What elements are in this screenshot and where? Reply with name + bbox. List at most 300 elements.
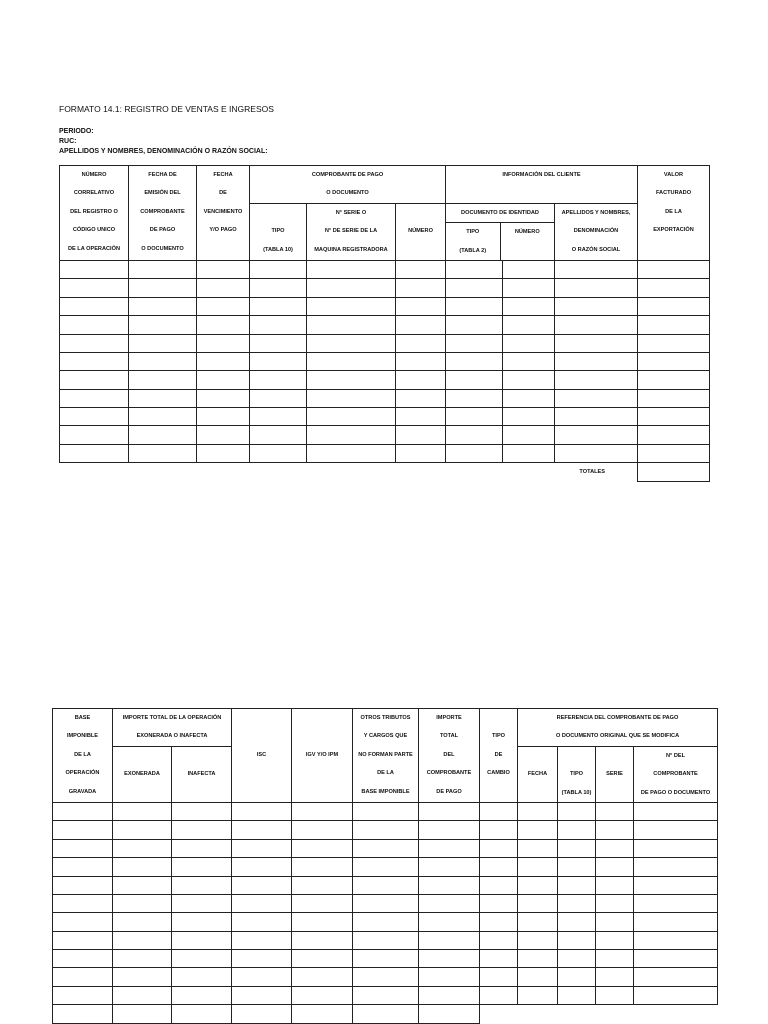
table-cell[interactable] (353, 950, 419, 968)
table-cell[interactable] (419, 839, 480, 857)
table-cell[interactable] (113, 1005, 172, 1023)
table-cell[interactable] (446, 426, 503, 444)
table-cell[interactable] (596, 968, 634, 986)
table-cell[interactable] (446, 389, 503, 407)
table-cell[interactable] (419, 968, 480, 986)
table-cell[interactable] (250, 408, 307, 426)
col-valor-exportacion: VALOR FACTURADO DE LA EXPORTACIÓN (638, 166, 710, 261)
col-apellidos: APELLIDOS Y NOMBRES, DENOMINACIÓN O RAZÓN SOCIAL (555, 203, 638, 260)
col-numero: NÚMERO (396, 203, 446, 260)
table-cell[interactable] (518, 858, 558, 876)
table-cell[interactable] (250, 352, 307, 370)
col-comprobante-header: COMPROBANTE DE PAGO O DOCUMENTO (250, 166, 446, 204)
table-cell[interactable] (307, 334, 396, 352)
table-cell[interactable] (396, 389, 446, 407)
table-cell[interactable] (634, 986, 718, 1004)
table-cell[interactable] (555, 426, 638, 444)
table-cell[interactable] (503, 297, 555, 315)
table-cell[interactable] (307, 426, 396, 444)
table-cell[interactable] (353, 986, 419, 1004)
table-row (60, 408, 710, 426)
table-cell[interactable] (446, 316, 503, 334)
table-cell[interactable] (446, 444, 503, 462)
table-cell[interactable] (232, 950, 292, 968)
table-cell[interactable] (353, 931, 419, 949)
table-cell[interactable] (129, 297, 197, 315)
table-cell[interactable] (353, 821, 419, 839)
table-cell[interactable] (232, 913, 292, 931)
table-cell[interactable] (353, 894, 419, 912)
table-cell[interactable] (172, 986, 232, 1004)
table-cell[interactable] (634, 931, 718, 949)
table-row (53, 1005, 718, 1023)
col-ref-numero: N° DEL COMPROBANTE DE PAGO O DOCUMENTO (634, 746, 718, 802)
table-row (60, 444, 710, 462)
table-cell[interactable] (129, 408, 197, 426)
table-cell[interactable] (555, 444, 638, 462)
table-cell[interactable] (396, 334, 446, 352)
table-cell[interactable] (129, 389, 197, 407)
table-cell[interactable] (419, 1005, 480, 1023)
table-cell[interactable] (518, 913, 558, 931)
table-cell[interactable] (480, 931, 518, 949)
table-cell[interactable] (480, 894, 518, 912)
table-cell[interactable] (53, 858, 113, 876)
table-row (53, 821, 718, 839)
table-cell[interactable] (60, 352, 129, 370)
table-cell[interactable] (129, 426, 197, 444)
table-cell[interactable] (638, 334, 710, 352)
table-cell[interactable] (250, 260, 307, 278)
table-cell[interactable] (638, 389, 710, 407)
table-cell[interactable] (634, 894, 718, 912)
table-cell[interactable] (503, 426, 555, 444)
col-doc-identidad: DOCUMENTO DE IDENTIDAD (446, 204, 554, 223)
table-cell[interactable] (292, 986, 353, 1004)
table-cell[interactable] (250, 334, 307, 352)
ventas-table-1 (59, 165, 710, 482)
table-cell[interactable] (634, 821, 718, 839)
table-cell[interactable] (596, 950, 634, 968)
table-cell[interactable] (396, 352, 446, 370)
table-row (60, 260, 710, 278)
table-cell[interactable] (53, 1005, 113, 1023)
col-importe-total-header: IMPORTE TOTAL DE LA OPERACIÓN EXONERADA O INAFECTA (113, 709, 232, 747)
table-cell[interactable] (60, 297, 129, 315)
table-cell[interactable] (353, 876, 419, 894)
table-cell[interactable] (353, 968, 419, 986)
table-cell[interactable] (250, 444, 307, 462)
table-cell[interactable] (60, 316, 129, 334)
table-cell[interactable] (53, 968, 113, 986)
table-cell[interactable] (446, 371, 503, 389)
table-cell[interactable] (197, 279, 250, 297)
table-cell[interactable] (353, 802, 419, 820)
table-cell[interactable] (634, 968, 718, 986)
table-cell[interactable] (634, 913, 718, 931)
table-cell[interactable] (60, 371, 129, 389)
table-cell[interactable] (53, 839, 113, 857)
table-cell[interactable] (232, 931, 292, 949)
table-cell[interactable] (232, 821, 292, 839)
table-cell[interactable] (353, 913, 419, 931)
table-row (60, 279, 710, 297)
col-doc-tipo: TIPO (TABLA 2) (446, 223, 500, 260)
table-cell[interactable] (250, 426, 307, 444)
table-cell[interactable] (638, 444, 710, 462)
col-cliente-header: INFORMACIÓN DEL CLIENTE (446, 166, 638, 204)
col-referencia-header: REFERENCIA DEL COMPROBANTE DE PAGO O DOCUMENTO ORIGINAL QUE SE MODIFICA (518, 709, 718, 747)
table-cell[interactable] (396, 316, 446, 334)
table-cell[interactable] (353, 839, 419, 857)
table-cell[interactable] (172, 858, 232, 876)
table-row (53, 986, 718, 1004)
col-tipo-tabla10: TIPO (TABLA 10) (250, 203, 307, 260)
table-cell[interactable] (197, 444, 250, 462)
table-cell[interactable] (558, 839, 596, 857)
table-cell[interactable] (480, 986, 518, 1004)
table-cell[interactable] (518, 821, 558, 839)
table-cell[interactable] (172, 876, 232, 894)
table-cell[interactable] (638, 316, 710, 334)
table-cell[interactable] (518, 876, 558, 894)
table-cell[interactable] (232, 802, 292, 820)
table-cell[interactable] (419, 913, 480, 931)
table-cell[interactable] (503, 352, 555, 370)
table-cell[interactable] (307, 352, 396, 370)
table-cell[interactable] (596, 858, 634, 876)
table-cell[interactable] (555, 408, 638, 426)
table-cell[interactable] (129, 279, 197, 297)
table-cell[interactable] (396, 297, 446, 315)
table-cell[interactable] (419, 858, 480, 876)
table-cell[interactable] (53, 821, 113, 839)
totales-cell[interactable] (638, 463, 710, 481)
col-fecha-vencimiento: FECHA DE VENCIMIENTO Y/O PAGO (197, 166, 250, 261)
col-ref-tipo: TIPO (TABLA 10) (558, 746, 596, 802)
table-cell[interactable] (419, 931, 480, 949)
table-cell[interactable] (197, 334, 250, 352)
table-cell[interactable] (197, 408, 250, 426)
form-meta (59, 127, 268, 157)
table-cell[interactable] (518, 950, 558, 968)
table-cell[interactable] (558, 913, 596, 931)
table-cell[interactable] (172, 913, 232, 931)
table-cell[interactable] (250, 279, 307, 297)
table-cell[interactable] (638, 408, 710, 426)
table-cell[interactable] (558, 894, 596, 912)
form-title: FORMATO 14.1: REGISTRO DE VENTAS E INGRESOS (59, 104, 274, 114)
col-numero-correlativo: NÚMERO CORRELATIVO DEL REGISTRO O CÓDIGO UNICO DE LA OPERACIÓN (60, 166, 129, 261)
table-cell[interactable] (113, 950, 172, 968)
table-cell[interactable] (419, 876, 480, 894)
table-cell[interactable] (129, 334, 197, 352)
empty-filler (480, 1005, 718, 1023)
table-cell[interactable] (503, 260, 555, 278)
table-cell[interactable] (555, 279, 638, 297)
table-cell[interactable] (172, 802, 232, 820)
table-cell[interactable] (634, 802, 718, 820)
table-row (53, 894, 718, 912)
table-cell[interactable] (518, 986, 558, 1004)
table-cell[interactable] (480, 858, 518, 876)
table-cell[interactable] (638, 279, 710, 297)
table-cell[interactable] (503, 334, 555, 352)
table-cell[interactable] (292, 894, 353, 912)
table-cell[interactable] (172, 821, 232, 839)
table-cell[interactable] (113, 876, 172, 894)
table-cell[interactable] (419, 802, 480, 820)
table-cell[interactable] (60, 334, 129, 352)
table-cell[interactable] (558, 950, 596, 968)
table-cell[interactable] (634, 950, 718, 968)
table-row (60, 426, 710, 444)
table-cell[interactable] (292, 858, 353, 876)
table-cell[interactable] (634, 839, 718, 857)
table-cell[interactable] (129, 371, 197, 389)
table-cell[interactable] (307, 389, 396, 407)
table-cell[interactable] (396, 444, 446, 462)
table-cell[interactable] (634, 876, 718, 894)
table-cell[interactable] (232, 858, 292, 876)
table-cell[interactable] (558, 968, 596, 986)
table-cell[interactable] (503, 316, 555, 334)
col-serie: N° SERIE O N° DE SERIE DE LA MAQUINA REGISTRADORA (307, 203, 396, 260)
table-cell[interactable] (307, 260, 396, 278)
table-cell[interactable] (555, 316, 638, 334)
table-row (53, 858, 718, 876)
table-cell[interactable] (307, 371, 396, 389)
table-row (53, 802, 718, 820)
table-cell[interactable] (60, 444, 129, 462)
table-cell[interactable] (292, 839, 353, 857)
table-cell[interactable] (480, 950, 518, 968)
table-cell[interactable] (596, 986, 634, 1004)
table-cell[interactable] (172, 839, 232, 857)
col-ref-fecha: FECHA (518, 746, 558, 802)
table-cell[interactable] (292, 931, 353, 949)
table-row (53, 913, 718, 931)
table-cell[interactable] (446, 279, 503, 297)
table-cell[interactable] (232, 986, 292, 1004)
table-cell[interactable] (129, 352, 197, 370)
table-cell[interactable] (197, 316, 250, 334)
table-cell[interactable] (129, 260, 197, 278)
col-doc-identidad-group (446, 203, 555, 260)
table-cell[interactable] (596, 894, 634, 912)
table-cell[interactable] (503, 389, 555, 407)
totales-label: TOTALES (579, 469, 605, 476)
table-cell[interactable] (480, 821, 518, 839)
table-cell[interactable] (129, 316, 197, 334)
table-cell[interactable] (172, 931, 232, 949)
table-cell[interactable] (292, 968, 353, 986)
table-cell[interactable] (558, 986, 596, 1004)
table-cell[interactable] (446, 408, 503, 426)
table-cell[interactable] (307, 316, 396, 334)
table-cell[interactable] (292, 1005, 353, 1023)
table-cell[interactable] (353, 1005, 419, 1023)
table-cell[interactable] (555, 371, 638, 389)
table-cell[interactable] (307, 297, 396, 315)
table-cell[interactable] (503, 408, 555, 426)
table-cell[interactable] (113, 968, 172, 986)
table-cell[interactable] (197, 426, 250, 444)
table-row (60, 334, 710, 352)
table-cell[interactable] (518, 839, 558, 857)
table-row (53, 950, 718, 968)
table-cell[interactable] (60, 389, 129, 407)
table-cell[interactable] (197, 371, 250, 389)
table-row (53, 968, 718, 986)
table-cell[interactable] (197, 389, 250, 407)
table-cell[interactable] (503, 279, 555, 297)
table-cell[interactable] (396, 371, 446, 389)
table-cell[interactable] (396, 279, 446, 297)
table-cell[interactable] (555, 297, 638, 315)
ventas-table-2 (52, 708, 718, 1024)
table-cell[interactable] (555, 389, 638, 407)
ruc-label: RUC: (59, 138, 77, 145)
table-cell[interactable] (353, 858, 419, 876)
col-fecha-emision: FECHA DE EMISIÓN DEL COMPROBANTE DE PAGO O DOCUMENTO (129, 166, 197, 261)
table-cell[interactable] (634, 858, 718, 876)
table-cell[interactable] (596, 821, 634, 839)
table-cell[interactable] (307, 279, 396, 297)
table-cell[interactable] (53, 913, 113, 931)
table-cell[interactable] (53, 802, 113, 820)
table-cell[interactable] (596, 839, 634, 857)
table-cell[interactable] (197, 297, 250, 315)
table-cell[interactable] (113, 986, 172, 1004)
table-cell[interactable] (558, 802, 596, 820)
table-cell[interactable] (113, 931, 172, 949)
table-cell[interactable] (555, 260, 638, 278)
table-cell[interactable] (60, 426, 129, 444)
table-cell[interactable] (60, 260, 129, 278)
table-cell[interactable] (446, 297, 503, 315)
table-cell[interactable] (292, 950, 353, 968)
razon-social-label: APELLIDOS Y NOMBRES, DENOMINACIÓN O RAZÓN SOCIAL: (59, 148, 268, 155)
table-cell[interactable] (292, 876, 353, 894)
table-cell[interactable] (172, 1005, 232, 1023)
table-cell[interactable] (480, 839, 518, 857)
table-cell[interactable] (113, 821, 172, 839)
table-cell[interactable] (396, 426, 446, 444)
col-igv: IGV Y/O IPM (292, 709, 353, 803)
table-cell[interactable] (518, 931, 558, 949)
col-base-imponible: BASE IMPONIBLE DE LA OPERACIÓN GRAVADA (53, 709, 113, 803)
table-cell[interactable] (503, 371, 555, 389)
table-cell[interactable] (446, 352, 503, 370)
table-cell[interactable] (292, 913, 353, 931)
table-cell[interactable] (53, 986, 113, 1004)
table-cell[interactable] (53, 876, 113, 894)
table-cell[interactable] (396, 260, 446, 278)
table-cell[interactable] (60, 408, 129, 426)
table-cell[interactable] (558, 858, 596, 876)
table-cell[interactable] (53, 894, 113, 912)
table-cell[interactable] (596, 876, 634, 894)
table-cell[interactable] (419, 950, 480, 968)
table-cell[interactable] (638, 260, 710, 278)
table-cell[interactable] (419, 986, 480, 1004)
table-cell[interactable] (232, 876, 292, 894)
table-cell[interactable] (555, 334, 638, 352)
table-cell[interactable] (172, 968, 232, 986)
table-cell[interactable] (250, 389, 307, 407)
table-cell[interactable] (232, 1005, 292, 1023)
table-cell[interactable] (518, 802, 558, 820)
table-cell[interactable] (480, 876, 518, 894)
table-cell[interactable] (250, 371, 307, 389)
table-cell[interactable] (518, 894, 558, 912)
table-cell[interactable] (292, 821, 353, 839)
table-cell[interactable] (638, 297, 710, 315)
table-cell[interactable] (307, 444, 396, 462)
periodo-label: PERIODO: (59, 128, 94, 135)
table-cell[interactable] (53, 950, 113, 968)
table-cell[interactable] (638, 426, 710, 444)
table-cell[interactable] (596, 802, 634, 820)
table-cell[interactable] (558, 821, 596, 839)
table-cell[interactable] (558, 876, 596, 894)
col-isc: ISC (232, 709, 292, 803)
table-cell[interactable] (480, 913, 518, 931)
table-cell[interactable] (419, 821, 480, 839)
table-cell[interactable] (232, 839, 292, 857)
table-cell[interactable] (129, 444, 197, 462)
table-cell[interactable] (558, 931, 596, 949)
table-cell[interactable] (53, 931, 113, 949)
table-cell[interactable] (638, 371, 710, 389)
table-cell[interactable] (555, 352, 638, 370)
table-cell[interactable] (503, 444, 555, 462)
table-cell[interactable] (113, 802, 172, 820)
table-cell[interactable] (480, 802, 518, 820)
col-ref-serie: SERIE (596, 746, 634, 802)
table-cell[interactable] (596, 931, 634, 949)
table-cell[interactable] (172, 894, 232, 912)
table-cell[interactable] (232, 968, 292, 986)
table-cell[interactable] (113, 858, 172, 876)
table-row (60, 352, 710, 370)
table-cell[interactable] (446, 334, 503, 352)
table-cell[interactable] (197, 260, 250, 278)
table-cell[interactable] (446, 260, 503, 278)
table-cell[interactable] (197, 352, 250, 370)
table-cell[interactable] (596, 913, 634, 931)
table-cell[interactable] (419, 894, 480, 912)
table-cell[interactable] (638, 352, 710, 370)
table-cell[interactable] (172, 950, 232, 968)
col-inafecta: INAFECTA (172, 746, 232, 802)
table-cell[interactable] (480, 968, 518, 986)
table-cell[interactable] (518, 968, 558, 986)
table-cell[interactable] (113, 839, 172, 857)
table-cell[interactable] (250, 316, 307, 334)
table-cell[interactable] (250, 297, 307, 315)
table-cell[interactable] (232, 894, 292, 912)
table-cell[interactable] (292, 802, 353, 820)
table-row (53, 931, 718, 949)
table-cell[interactable] (113, 894, 172, 912)
table-cell[interactable] (113, 913, 172, 931)
table-cell[interactable] (60, 279, 129, 297)
table-row (53, 839, 718, 857)
table-cell[interactable] (396, 408, 446, 426)
table-cell[interactable] (307, 408, 396, 426)
